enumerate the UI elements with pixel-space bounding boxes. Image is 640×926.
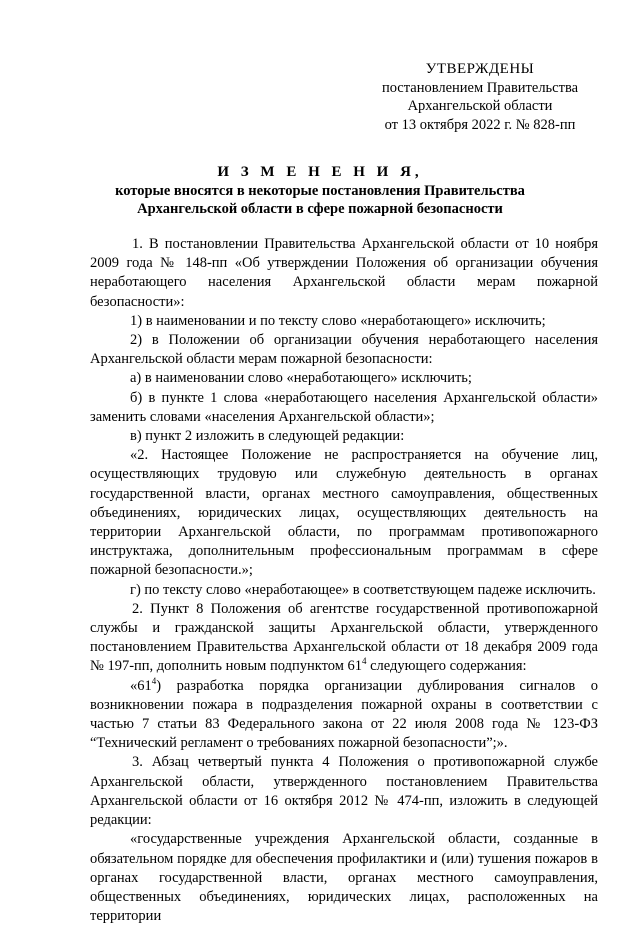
paragraph-3-quote: «государственные учреждения Архангельской области, созданные в обязательном порядке для обеспечения профилактики и (или) тушения пожаров в органах государственной власти, органах местного самоуправления, общественных объединениях, юридических лицах, расположенных на территории	[90, 831, 598, 925]
paragraph-1-item-2a: а) в наименовании слово «неработающего» исключить;	[130, 370, 472, 387]
paragraph-1-item-2v: в) пункт 2 изложить в следующей редакции:	[130, 428, 405, 445]
approval-line-3: от 13 октября 2022 г. № 828-пп	[384, 116, 576, 133]
paragraph-2-quote	[90, 677, 598, 754]
paragraph-2	[90, 600, 598, 677]
paragraph-2-quote-start: «61	[130, 677, 152, 694]
paragraph-2-superscript: 4	[362, 656, 367, 667]
paragraph-1-item-2: 2) в Положении об организации обучения неработающего населения Архангельской области мерам пожарной безопасности:	[90, 332, 598, 368]
approval-heading: УТВЕРЖДЕНЫ	[425, 61, 535, 77]
approval-line-2: Архангельской области	[407, 98, 553, 114]
approval-stamp	[360, 60, 600, 134]
document-body	[90, 235, 598, 926]
title-line-2: Архангельской области в сфере пожарной безопасности	[137, 201, 503, 217]
paragraph-2-quote-superscript: 4	[151, 675, 157, 686]
paragraph-1-item-2g: г) по тексту слово «неработающее» в соответствующем падеже исключить.	[130, 581, 596, 598]
paragraph-3: 3. Абзац четвертый пункта 4 Положения о противопожарной службе Архангельской области, утвержденного постановлением Правительства Архангельской области от 16 октября 2012 № 474-пп, изложить в следующей редакции:	[90, 754, 598, 829]
document-title	[80, 163, 560, 219]
paragraph-1-item-2b: б) в пункте 1 слова «неработающего населения Архангельской области» заменить словами «населения Архангельской области»;	[90, 389, 598, 425]
paragraph-2-text: 2. Пункт 8 Положения об агентстве государственной противопожарной службы и гражданской защиты Архангельской области, утвержденного постановлением Правительства Архангельской области от 18 декабря 2009 года № 197-пп, дополнить новым подпунктом 61	[90, 600, 598, 675]
title-main: И З М Е Н Е Н И Я,	[217, 164, 423, 180]
paragraph-2-quote-text: ) разработка порядка организации дублирования сигналов о возникновении пожара в подразделения пожарной охраны в соответствии с частью 7 статьи 83 Федерального закона от 22 июля 2008 года № 123-ФЗ “Технический регламент о требованиях пожарной безопасности”;».	[90, 677, 598, 752]
paragraph-1-item-1: 1) в наименовании и по тексту слово «неработающего» исключить;	[130, 312, 546, 329]
approval-line-1: постановлением Правительства	[381, 79, 579, 96]
title-line-1: которые вносятся в некоторые постановления Правительства	[115, 182, 525, 199]
paragraph-1-quote: «2. Настоящее Положение не распространяется на обучение лиц, осуществляющих трудовую или служебную деятельность в органах государственной власти, органах местного самоуправления, общественных объединениях, юридических лицах, осуществляющих деятельность на территории Архангельской области, по программам противопожарного инструктажа, дополнительным профессиональным программам в сфере пожарной безопасности.»;	[90, 447, 598, 579]
paragraph-2-text-end: следующего содержания:	[366, 658, 527, 675]
paragraph-1: 1. В постановлении Правительства Архангельской области от 10 ноября 2009 года № 148-пп «Об утверждении Положения об организации обучения неработающего населения Архангельской области мерам пожарной безопасности»:	[90, 236, 598, 310]
